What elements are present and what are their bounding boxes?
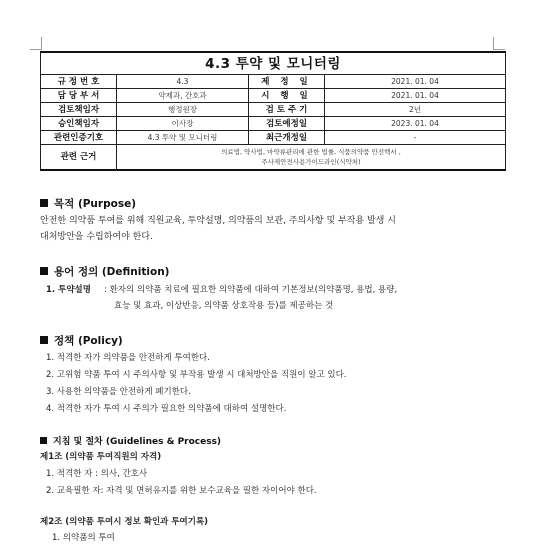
section-purpose-heading <box>40 196 136 211</box>
square-bullet-icon <box>40 199 48 207</box>
label-effective-date: 시 행 일 <box>249 89 325 103</box>
label-review-owner: 검토책임자 <box>41 103 117 117</box>
policy-item: 3. 사용한 의약품을 안전하게 폐기한다. <box>46 387 191 397</box>
value-review-owner: 행정원장 <box>117 103 249 117</box>
section-policy-heading <box>40 333 123 348</box>
article-1-item: 2. 교육필한 자: 자격 및 면허유지를 위한 보수교육을 필한 자이어야 한다. <box>46 486 317 496</box>
square-bullet-icon <box>40 437 47 444</box>
section-guidelines-heading <box>40 434 221 447</box>
definition-term: 1. 투약설명 <box>46 285 91 295</box>
policy-item: 1. 적격한 자가 의약품을 안전하게 투여한다. <box>46 353 210 363</box>
label-legal-basis: 관련 근거 <box>41 145 117 171</box>
value-approver: 이사장 <box>117 117 249 131</box>
value-enacted-date: 2021. 01. 04 <box>325 75 506 89</box>
label-regulation-number: 규 정 번 호 <box>41 75 117 89</box>
page-corner-mark-tl-v <box>41 37 42 49</box>
label-last-revised: 최근개정일 <box>249 131 325 145</box>
article-2-item: 1. 의약품의 투여 <box>52 533 115 543</box>
square-bullet-icon <box>40 336 48 344</box>
page-corner-mark-tr-v <box>493 37 494 49</box>
value-regulation-number: 4.3 <box>117 75 249 89</box>
label-next-review-date: 검토예정일 <box>249 117 325 131</box>
legal-basis-line-2: 주사제안전사용가이드라인(식약처) <box>261 158 361 166</box>
label-review-cycle: 검 토 주 기 <box>249 103 325 117</box>
page-corner-mark-tl <box>30 49 42 50</box>
purpose-body <box>40 213 495 245</box>
document-header-table <box>40 51 506 171</box>
square-bullet-icon <box>40 267 48 275</box>
definition-desc-line-1: : 환자의 의약품 치료에 필요한 의약품에 대하여 기본정보(의약품명, 용법, 용량, <box>104 285 398 295</box>
label-department: 담 당 부 서 <box>41 89 117 103</box>
value-next-review-date: 2023. 01. 04 <box>325 117 506 131</box>
value-department: 약제과, 간호과 <box>117 89 249 103</box>
article-2-title: 제2조 (의약품 투여시 정보 확인과 투여기록) <box>40 517 209 527</box>
label-accreditation-code: 관련인증기호 <box>41 131 117 145</box>
definition-desc-line-2: 효능 및 효과, 이상반응, 의약품 상호작용 등)를 제공하는 것 <box>114 301 334 311</box>
purpose-line-2: 대처방안을 수립하여야 한다. <box>40 232 153 242</box>
section-definition-heading <box>40 264 169 279</box>
purpose-heading-text: 목적 (Purpose) <box>54 198 136 210</box>
purpose-line-1: 안전한 의약품 투여를 위해 직원교육, 투약설명, 의약품의 보관, 주의사항 및 부작용 발생 시 <box>40 216 396 226</box>
definition-heading-text: 용어 정의 (Definition) <box>54 266 170 278</box>
policy-heading-text: 정책 (Policy) <box>54 335 123 347</box>
article-1-title: 제1조 (의약품 투여직원의 자격) <box>40 452 162 462</box>
article-1-item: 1. 적격한 자 : 의사, 간호사 <box>46 469 148 479</box>
policy-item: 4. 적격한 자가 투여 시 주의가 필요한 의약품에 대하여 설명한다. <box>46 404 287 414</box>
label-approver: 승인책임자 <box>41 117 117 131</box>
document-title: 4.3 투약 및 모니터링 <box>41 52 506 75</box>
value-legal-basis <box>117 145 506 171</box>
label-enacted-date: 제 정 일 <box>249 75 325 89</box>
value-accreditation-code: 4.3 투약 및 모니터링 <box>117 131 249 145</box>
value-last-revised: - <box>325 131 506 145</box>
guidelines-heading-text: 지침 및 절차 (Guidelines & Process) <box>53 437 222 447</box>
policy-item: 2. 고위험 약품 투여 시 주의사항 및 부작용 발생 시 대처방안을 직원이 알고 있다. <box>46 370 347 380</box>
value-review-cycle: 2년 <box>325 103 506 117</box>
legal-basis-line-1: 의료법, 약사법, 마약류관리에 관한 법률, 식품의약품 안전백서 , <box>221 148 401 156</box>
value-effective-date: 2021. 01. 04 <box>325 89 506 103</box>
page-corner-mark-tr <box>493 49 505 50</box>
